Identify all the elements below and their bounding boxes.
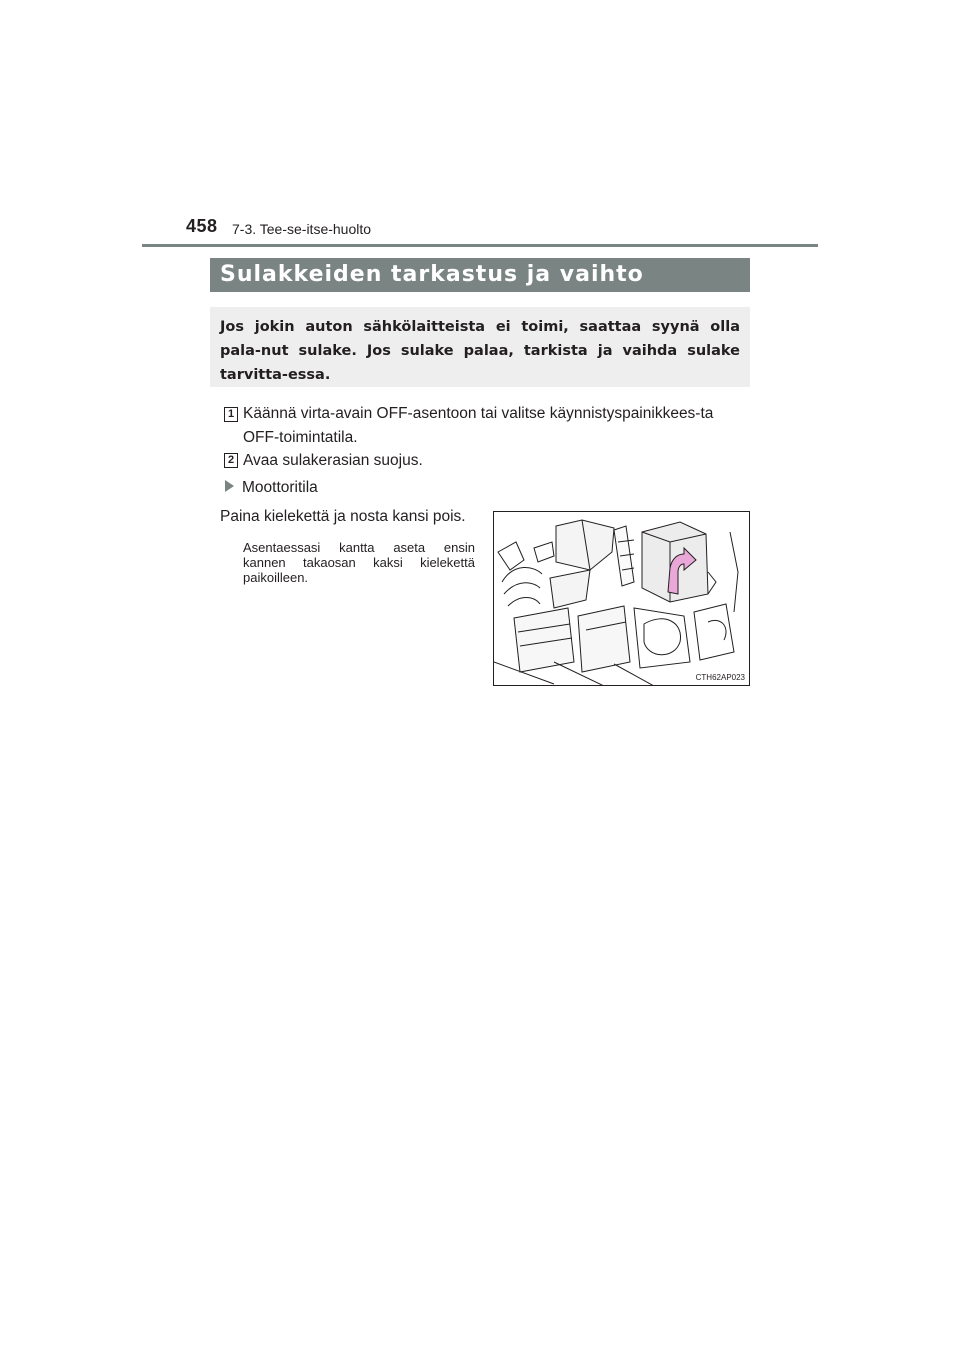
step-2-text: Avaa sulakerasian suojus. — [243, 452, 423, 469]
step-1-badge: 1 — [224, 407, 238, 422]
step-1-text: Käännä virta-avain OFF-asentoon tai valitse käynnistyspainikkees-ta OFF-toimintatila. — [243, 405, 714, 446]
figure-code: CTH62AP023 — [695, 673, 745, 682]
header-divider — [142, 244, 818, 247]
fuse-box-drawing — [494, 512, 750, 686]
triangle-bullet-icon — [225, 480, 234, 492]
step-2-badge: 2 — [224, 453, 238, 468]
engine-bay-illustration — [493, 511, 750, 686]
instruction-text: Paina kielekettä ja nosta kansi pois. — [220, 508, 466, 525]
intro-box — [210, 307, 750, 387]
location-heading — [225, 478, 318, 498]
location-label: Moottoritila — [242, 479, 318, 496]
section-path: 7-3. Tee-se-itse-huolto — [232, 221, 372, 237]
page-number: 458 — [186, 216, 218, 236]
section-title: Sulakkeiden tarkastus ja vaihto — [210, 258, 750, 292]
instruction-note: Asentaessasi kantta aseta ensin kannen takaosan kaksi kielekettä paikoilleen. — [243, 540, 475, 585]
intro-text: Jos jokin auton sähkölaitteista ei toimi, saattaa syynä olla pala-nut sulake. Jos sulake palaa, tarkista ja vaihda sulake tarvitta-essa. — [220, 319, 740, 383]
